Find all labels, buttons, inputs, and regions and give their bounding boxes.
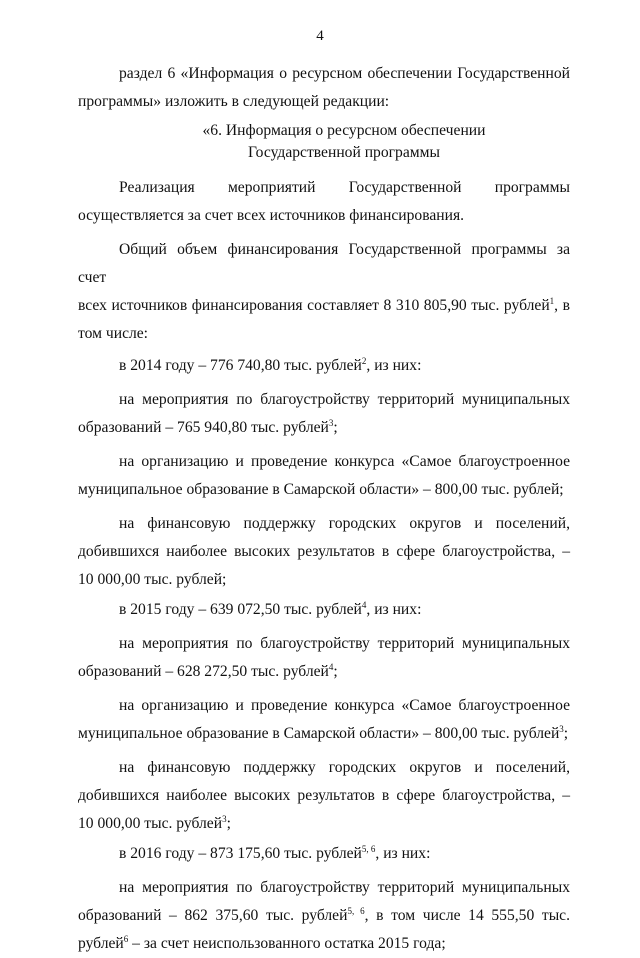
year-2015-item-2-text: муниципальное образование в Самарской области» – 800,00 тыс. рублей xyxy=(78,725,560,742)
total-line-3: том числе: xyxy=(78,325,149,342)
year-2014-item-1-text: образований – 765 940,80 тыс. рублей xyxy=(78,419,329,436)
year-2015-item-2 xyxy=(78,692,570,748)
footnote-ref: 6 xyxy=(123,934,129,944)
year-2015-item-3 xyxy=(78,754,570,838)
year-2016-item-1-tail: , в том числе 14 555,50 тыс. xyxy=(364,907,570,924)
total-line-2-tail: , в xyxy=(554,297,570,314)
year-2016-item-1-line-2 xyxy=(78,902,570,930)
intro-line-2: программы» изложить в следующей редакции: xyxy=(78,93,390,110)
total-line-2 xyxy=(78,292,570,320)
year-2014-tail: , из них: xyxy=(366,357,422,374)
footnote-ref: 3 xyxy=(559,724,564,734)
year-2015-item-3-line-3 xyxy=(78,810,570,838)
year-2015-item-1-text: образований – 628 272,50 тыс. рублей xyxy=(78,663,329,680)
section-heading-line-2: Государственной программы xyxy=(248,144,440,161)
intro-paragraph xyxy=(78,60,570,116)
year-2014-amount: в 2014 году – 776 740,80 тыс. рублей xyxy=(119,357,362,374)
year-2015-heading-line xyxy=(78,596,570,624)
year-2015-item-1-tail: ; xyxy=(333,663,338,680)
realization-word-2: мероприятий xyxy=(227,179,316,196)
year-2015-item-2-line-2 xyxy=(78,720,570,748)
footnote-ref: 1 xyxy=(549,296,555,306)
footnote-ref: 4 xyxy=(328,662,334,672)
realization-word-4: программы xyxy=(494,179,570,196)
year-2016-item-1-line-1: на мероприятия по благоустройству территорий муниципальных xyxy=(119,879,570,896)
year-2014-item-3-line-3: 10 000,00 тыс. рублей; xyxy=(78,571,227,588)
year-2014-item-1-line-1: на мероприятия по благоустройству территорий муниципальных xyxy=(119,391,570,408)
year-2016-item-1 xyxy=(78,874,570,958)
footnote-ref: 3 xyxy=(222,814,227,824)
year-2016-item-1-line-3 xyxy=(78,930,570,958)
year-2014-item-3-line-1: на финансовую поддержку городских округов и поселений, xyxy=(119,515,570,532)
footnote-ref: 4 xyxy=(361,600,367,610)
year-2016-heading xyxy=(78,840,570,868)
year-2016-amount: в 2016 году – 873 175,60 тыс. рублей xyxy=(119,845,362,862)
year-2015-item-3-line-2: добившихся наиболее высоких результатов в сфере благоустройства, – xyxy=(78,787,570,804)
document-body xyxy=(78,60,570,958)
year-2015-item-3-text: 10 000,00 тыс. рублей xyxy=(78,815,223,832)
year-2015-heading xyxy=(78,596,570,624)
realization-line-2: осуществляется за счет всех источников финансирования. xyxy=(78,207,465,224)
realization-paragraph xyxy=(78,174,570,230)
footnote-ref: 2 xyxy=(361,356,367,366)
total-amount-text: всех источников финансирования составляет 8 310 805,90 тыс. рублей xyxy=(78,297,550,314)
year-2014-item-2-line-2: муниципальное образование в Самарской области» – 800,00 тыс. рублей; xyxy=(78,481,564,498)
intro-line-1: раздел 6 «Информация о ресурсном обеспечении Государственной xyxy=(119,65,570,82)
page-number: 4 xyxy=(316,28,324,44)
year-2014-heading xyxy=(78,352,570,380)
year-2016-tail: , из них: xyxy=(375,845,431,862)
year-2014-item-3 xyxy=(78,510,570,594)
year-2015-item-1-line-1: на мероприятия по благоустройству территорий муниципальных xyxy=(119,635,570,652)
section-heading xyxy=(78,120,570,164)
footnote-ref: 5, 6 xyxy=(347,906,365,916)
realization-word-1: Реализация xyxy=(119,179,195,196)
year-2016-heading-line xyxy=(78,840,570,868)
realization-word-3: Государственной xyxy=(348,179,462,196)
year-2014-item-1 xyxy=(78,386,570,442)
year-2015-item-1-line-2 xyxy=(78,658,570,686)
year-2015-item-3-line-1: на финансовую поддержку городских округов и поселений, xyxy=(119,759,570,776)
year-2015-item-1 xyxy=(78,630,570,686)
year-2015-tail: , из них: xyxy=(366,601,422,618)
footnote-ref: 3 xyxy=(328,418,334,428)
year-2014-heading-line xyxy=(78,352,570,380)
year-2014-item-2 xyxy=(78,448,570,504)
section-heading-line-1: «6. Информация о ресурсном обеспечении xyxy=(202,122,486,139)
year-2014-item-1-line-2 xyxy=(78,414,570,442)
year-2016-item-1-line-3-text: рублей xyxy=(78,935,124,952)
year-2015-item-2-tail: ; xyxy=(563,725,569,742)
year-2016-item-1-line-3-tail: – за счет неиспользованного остатка 2015 года; xyxy=(128,935,446,952)
total-paragraph xyxy=(78,236,570,348)
year-2015-item-2-line-1: на организацию и проведение конкурса «Самое благоустроенное xyxy=(119,697,570,714)
year-2014-item-2-line-1: на организацию и проведение конкурса «Самое благоустроенное xyxy=(119,453,570,470)
footnote-ref: 5, 6 xyxy=(361,844,376,854)
year-2014-item-1-tail: ; xyxy=(333,419,338,436)
year-2015-item-3-tail: ; xyxy=(226,815,231,832)
total-line-1: Общий объем финансирования Государственной программы за счет xyxy=(78,241,570,286)
realization-line-1 xyxy=(78,174,570,202)
year-2014-item-3-line-2: добившихся наиболее высоких результатов в сфере благоустройства, – xyxy=(78,543,570,560)
year-2016-item-1-text: образований – 862 375,60 тыс. рублей xyxy=(78,907,348,924)
year-2015-amount: в 2015 году – 639 072,50 тыс. рублей xyxy=(119,601,362,618)
